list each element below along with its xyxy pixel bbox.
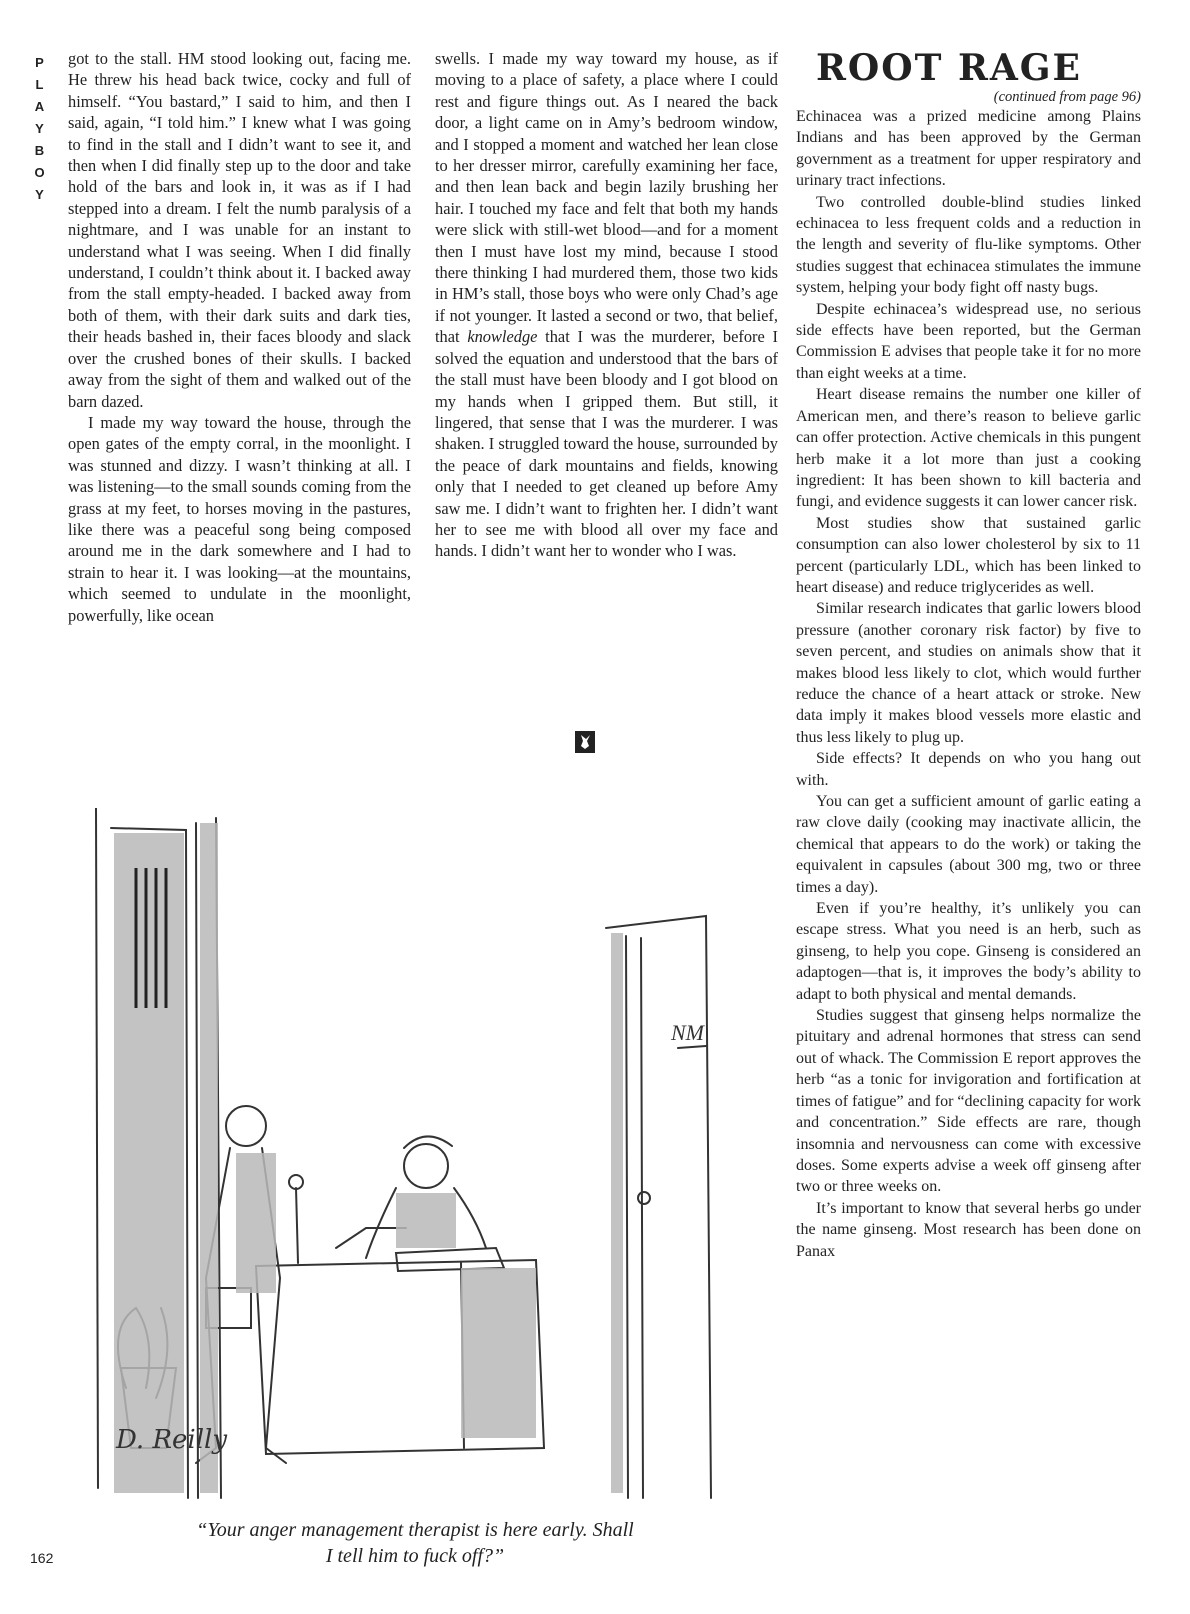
- article-paragraph: Similar research indicates that garlic lowers blood pressure (another coronary risk factor) by five to seven percent, and studies on animals show that it makes blood less likely to clot, which would further reduce the chance of a heart attack or stroke. New data imply it makes blood vessels more elastic and thus less likely to plug up.: [796, 600, 1141, 746]
- article-paragraph: You can get a sufficient amount of garlic eating a raw clove daily (cooking may inactivate allicin, the chemical that appears to do the work) or taking the equivalent in capsules (about 300 mg, two or three times a day).: [796, 793, 1141, 896]
- article-paragraph: Side effects? It depends on who you hang out with.: [796, 750, 1141, 789]
- article-paragraph: It’s important to know that several herbs go under the name ginseng. Most research has been done on Panax: [796, 1199, 1141, 1260]
- continued-note: (continued from page 96): [993, 89, 1141, 105]
- door-sign-text: NM: [671, 1020, 704, 1045]
- office-cartoon-illustration: [66, 808, 766, 1508]
- story-paragraph: swells. I made my way toward my house, as if moving to a place of safety, a place where I could rest and figure things out. As I neared the back door, a light came on in Amy’s bedroom window, and I stopped a moment and watched her lean close to her dresser mirror, carefully examining her face, and then lean back and begin lazily brushing her hair. I touched my face and felt that both my hands were slick with still-wet blood—and for a moment then I must have lost my mind, because I stood there thinking I had murdered them, those two kids in HM’s stall, those boys who were only Chad’s age if not younger. It lasted a second or two, that belief, that knowledge that I was the murderer, before I solved the equation and understood that the bars of the stall must have been bloody and I got blood on my hands when I gripped them. But still, it lingered, that sense that I was the murderer. I was shaken. I struggled toward the house, surrounded by the peace of dark mountains and fields, knowing only that I needed to get cleaned up before Amy saw me. I didn’t want to frighten her. I didn’t want her to see me with blood all over my face and hands. I didn’t want her to wonder who I was.: [435, 49, 778, 561]
- caption-line: I tell him to fuck off?”: [325, 1545, 505, 1567]
- section-title: ROOT RAGE: [816, 47, 1082, 89]
- magazine-name-vertical: [30, 52, 50, 206]
- article-paragraph: Heart disease remains the number one killer of American men, and there’s reason to believe garlic can offer protection. Active chemicals in this pungent herb make it a lot more than just a cooking ingredient: It has been shown to kill bacteria and fungi, and evidence suggests it can lower cancer risk.: [796, 386, 1141, 511]
- story-paragraph: got to the stall. HM stood looking out, facing me. He threw his head back twice, cocky and full of himself. “You bastard,” I said to him, and then I said, again, “I told him.” I knew what I was going to find in the stall and I didn’t want to see it, and then when I did finally step up to the door and take hold of the bars and look in, it was as if I had stepped into a dream. I felt the numb paralysis of a nightmare, and I was unable for an instant to understand what I was seeing. When I did finally understand, I couldn’t think about it. I backed away from the stall empty-headed. I backed away from both of them, with their dark suits and dark ties, their heads bashed in, their faces bloody and slack over the crushed bones of their skulls. I backed away from the sight of them and walked out of the barn dazed.: [68, 49, 411, 411]
- vertical-letter: P: [35, 55, 45, 70]
- story-column-1: [68, 48, 411, 626]
- vertical-letter: Y: [35, 187, 45, 202]
- vertical-letter: B: [34, 143, 46, 158]
- artist-signature: D. Reilly: [116, 1425, 228, 1455]
- vertical-letter: L: [35, 77, 45, 92]
- page-number: 162: [30, 1550, 54, 1566]
- emphasis-knowledge: knowledge: [467, 327, 538, 347]
- playboy-bunny-end-icon: [575, 731, 595, 753]
- caption-line: “Your anger management therapist is here early. Shall: [196, 1519, 634, 1541]
- vertical-letter: A: [34, 99, 46, 114]
- article-paragraph: Even if you’re healthy, it’s unlikely you can escape stress. What you need is an herb, such as ginseng, to help you cope. Ginseng is considered an adaptogen—that is, it improves the body’s ability to adapt to both physical and mental demands.: [796, 900, 1141, 1003]
- cartoon-caption: [120, 1517, 710, 1569]
- article-paragraph: Despite echinacea’s widespread use, no serious side effects have been reported, but the German Commission E advises that people take it for no more than eight weeks at a time.: [796, 300, 1141, 382]
- vertical-letter: Y: [35, 121, 45, 136]
- article-paragraph: Studies suggest that ginseng helps normalize the pituitary and adrenal hormones that stress can send out of whack. The Commission E report approves the herb “as a tonic for invigoration and fortification at times of fatigue” and for “declining capacity for work and concentration.” Side effects are rare, though insomnia and nervousness can come with excessive doses. Some experts advise a week off ginseng after two or three weeks on.: [796, 1007, 1141, 1196]
- article-paragraph: Most studies show that sustained garlic consumption can also lower cholesterol by six to 11 percent (particularly LDL, which has been linked to heart disease) and reduce triglycerides as well.: [796, 514, 1141, 596]
- root-rage-column: [796, 48, 1141, 1262]
- vertical-letter: O: [34, 165, 46, 180]
- story-paragraph: I made my way toward the house, through the open gates of the empty corral, in the moonlight. I was stunned and dizzy. I wasn’t thinking at all. I was listening—to the small sounds coming from the grass at my feet, to horses moving in the pastures, like there was a peaceful song being composed around me in the dark somewhere and I had to strain to hear it. I was looking—at the mountains, which seemed to undulate in the moonlight, powerfully, like ocean: [68, 412, 411, 625]
- article-paragraph: Echinacea was a prized medicine among Plains Indians and has been approved by the German government as a treatment for upper respiratory and urinary tract infections.: [796, 108, 1141, 190]
- story-column-2: [435, 48, 778, 562]
- article-paragraph: Two controlled double-blind studies linked echinacea to less frequent colds and a reduction in the length and severity of flu-like symptoms. Other studies suggest that echinacea stimulates the immune system, helping your body fight off nasty bugs.: [796, 193, 1141, 297]
